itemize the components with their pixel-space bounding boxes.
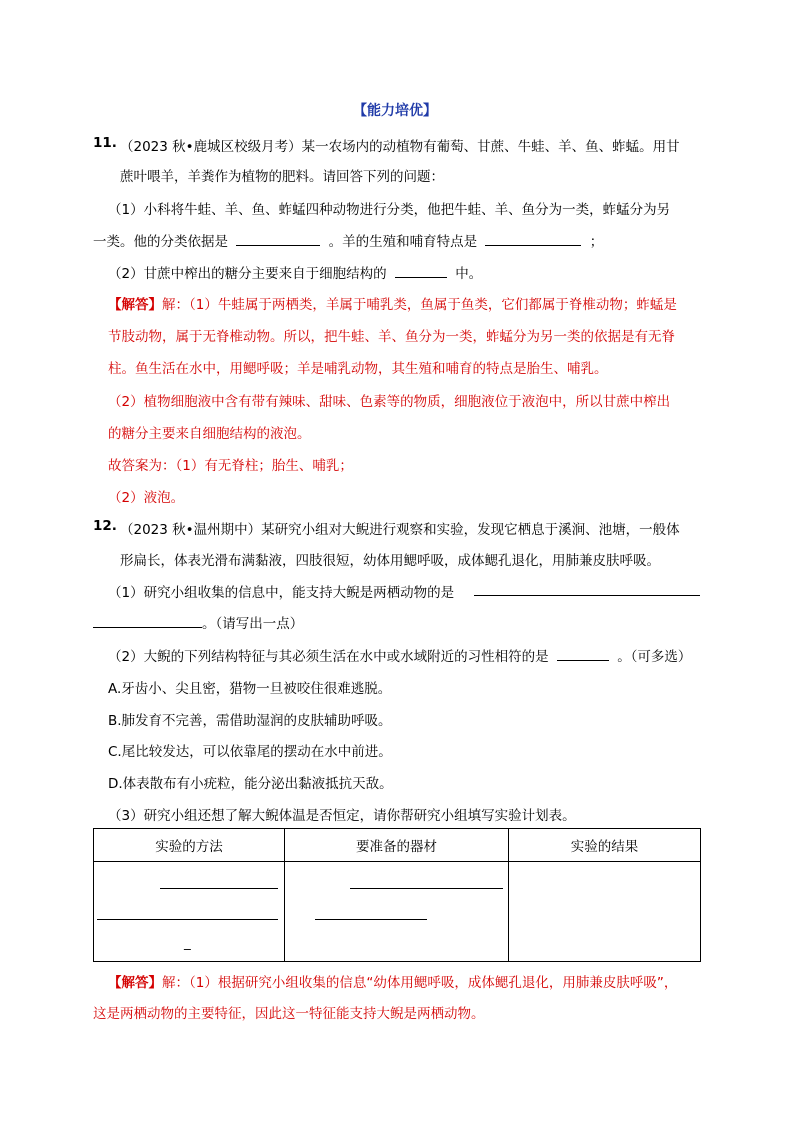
- q11-part1-line2: [93, 230, 603, 250]
- q11-part1-text-c: ；: [589, 234, 604, 250]
- q12-part3: （3）研究小组还想了解大鲵体温是否恒定，请你帮研究小组填写实验计划表。: [108, 808, 576, 824]
- q11-answer-line6: 故答案为：（1）有无脊柱；胎生、哺乳；: [108, 458, 353, 474]
- cell-dash: _: [184, 935, 191, 951]
- q12-option-d: D.体表散布有小疣粒，能分泌出黏液抵抗天敌。: [108, 776, 393, 792]
- answer-blank[interactable]: [315, 919, 427, 920]
- table-cell-method[interactable]: [94, 862, 285, 962]
- q12-part2-tail: 。（可多选）: [617, 649, 692, 665]
- q11-stem-line1: （2023 秋•鹿城区校级月考）某一农场内的动植物有葡萄、甘蔗、牛蛙、羊、鱼、蚱蜢。用甘: [120, 139, 680, 155]
- q12-part1-text: （1）研究小组收集的信息中，能支持大鲵是两栖动物的是: [108, 585, 455, 601]
- answer-text: 解：（1）根据研究小组收集的信息“幼体用鳃呼吸，成体鳃孔退化，用肺兼皮肤呼吸”，: [162, 975, 678, 991]
- q12-option-c: C.尾比较发达，可以依靠尾的摆动在水中前进。: [108, 744, 392, 760]
- table-header-equipment: 要准备的器材: [285, 829, 509, 862]
- q11-stem-line2: 蔗叶喂羊，羊粪作为植物的肥料。请回答下列的问题：: [120, 169, 444, 185]
- q12-option-b: B.肺发育不完善，需借助湿润的皮肤辅助呼吸。: [108, 713, 392, 729]
- answer-blank[interactable]: [474, 595, 700, 596]
- q12-option-a: A.牙齿小、尖且密，猎物一旦被咬住很难逃脱。: [108, 681, 392, 697]
- q11-answer-line3: 柱。鱼生活在水中，用鳃呼吸；羊是哺乳动物，其生殖和哺育的特点是胎生、哺乳。: [108, 361, 608, 377]
- answer-blank[interactable]: [160, 888, 278, 889]
- q11-answer-line7: （2）液泡。: [108, 490, 185, 506]
- q11-answer-line5: 的糖分主要来自细胞结构的液泡。: [108, 426, 311, 442]
- q12-part1-line2: 。（请写出一点）: [202, 616, 304, 632]
- answer-blank[interactable]: [557, 646, 609, 661]
- q11-answer-line2: 节肢动物，属于无脊椎动物。所以，把牛蛙、羊、鱼分为一类，蚱蜢分为另一类的依据是有无脊: [108, 329, 675, 345]
- q11-part2: [108, 262, 482, 282]
- answer-blank[interactable]: [97, 919, 278, 920]
- q12-number: 12.: [93, 518, 117, 534]
- table-cell-equipment[interactable]: [285, 862, 509, 962]
- q12-stem-line2: 形扁长，体表光滑布满黏液，四肢很短，幼体用鳃呼吸，成体鳃孔退化，用肺兼皮肤呼吸。: [120, 553, 660, 569]
- answer-blank[interactable]: [485, 231, 581, 246]
- q11-answer-line4: （2）植物细胞液中含有带有辣味、甜味、色素等的物质，细胞液位于液泡中，所以甘蔗中榨出: [108, 394, 671, 410]
- table-header-method: 实验的方法: [94, 829, 285, 862]
- table-header-result: 实验的结果: [509, 829, 701, 862]
- table-row: [94, 862, 701, 962]
- experiment-plan-table: [93, 828, 701, 962]
- q12-part2: [108, 645, 691, 665]
- section-title: 【能力培优】: [353, 103, 437, 119]
- q11-part2-text-a: （2）甘蔗中榨出的糖分主要来自于细胞结构的: [108, 266, 387, 282]
- q12-answer-line1: [108, 971, 677, 991]
- q12-answer-line2: 这是两栖动物的主要特征，因此这一特征能支持大鲵是两栖动物。: [93, 1006, 485, 1022]
- answer-blank[interactable]: [350, 888, 503, 889]
- q12-stem-line1: （2023 秋•温州期中）某研究小组对大鲵进行观察和实验，发现它栖息于溪涧、池塘，一般体: [120, 522, 680, 538]
- q12-part2-text: （2）大鲵的下列结构特征与其必须生活在水中或水域附近的习性相符的是: [108, 649, 549, 665]
- table-cell-result[interactable]: [509, 862, 701, 962]
- answer-tag: 【解答】: [108, 297, 162, 313]
- q11-number: 11.: [93, 135, 117, 151]
- q12-part1-line1: [108, 581, 454, 601]
- answer-blank[interactable]: [395, 263, 447, 278]
- q11-part2-text-b: 中。: [455, 266, 483, 282]
- answer-blank[interactable]: [236, 231, 320, 246]
- q11-part1-text-b: 。羊的生殖和哺育特点是: [328, 234, 478, 250]
- table-header-row: [94, 829, 701, 862]
- answer-blank[interactable]: [93, 627, 202, 628]
- q11-part1-line1: （1）小科将牛蛙、羊、鱼、蚱蜢四种动物进行分类，他把牛蛙、羊、鱼分为一类，蚱蜢分为另: [108, 202, 671, 218]
- answer-text: 解：（1）牛蛙属于两栖类，羊属于哺乳类，鱼属于鱼类，它们都属于脊椎动物；蚱蜢是: [162, 297, 677, 313]
- answer-tag: 【解答】: [108, 975, 162, 991]
- q11-answer-line1: [108, 293, 677, 313]
- q11-part1-text-a: 一类。他的分类依据是: [93, 234, 228, 250]
